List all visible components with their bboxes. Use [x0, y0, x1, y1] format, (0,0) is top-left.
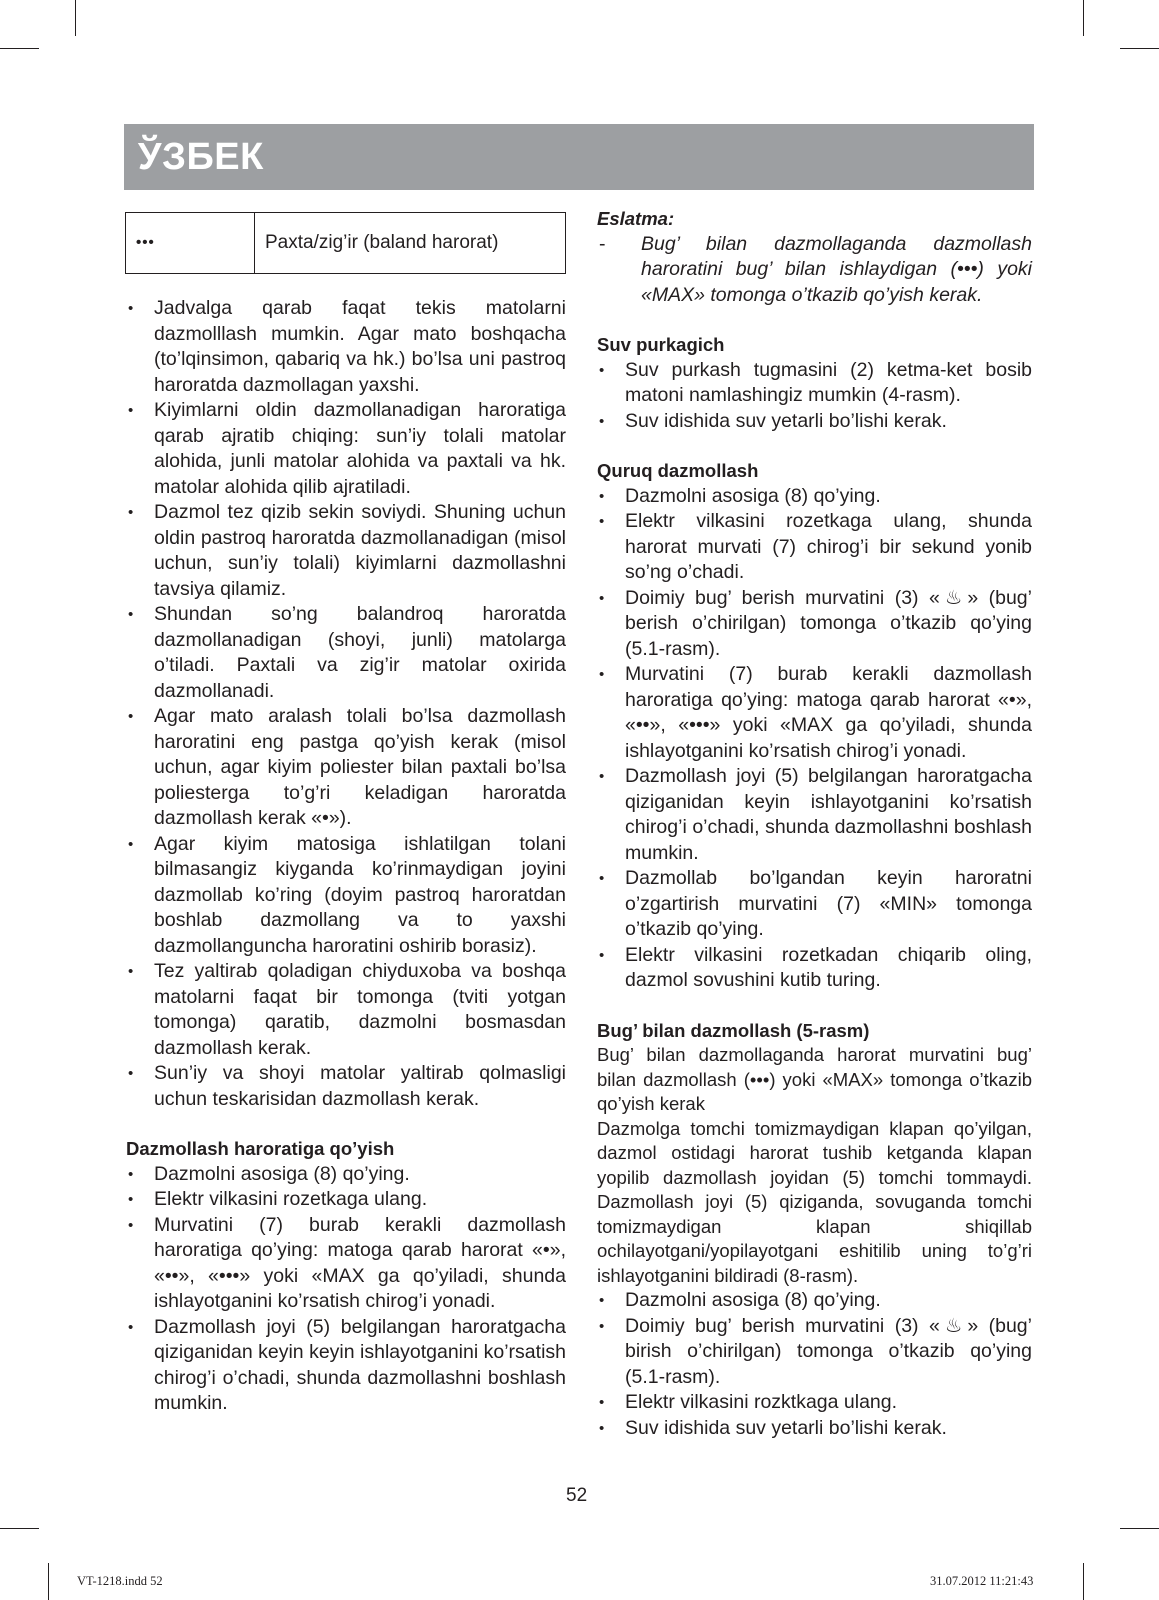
crop-mark [1120, 1528, 1159, 1529]
table-cell-key: ••• [126, 213, 255, 274]
section-heading: Bug’ bilan dazmollash (5-rasm) [597, 1019, 870, 1041]
list-item: • Shundan so’ng balandroq haroratda dazmollanadigan (shoyi, junli) matolarga o’tiladi. Paxtali va zig’ir matolar oxirida dazmollanadi. [126, 602, 566, 704]
page-number: 52 [566, 1485, 588, 1506]
list-item: • Elektr vilkasini rozktkaga ulang. [597, 1390, 1032, 1416]
temperature-setting-list [126, 1162, 566, 1417]
list-item: • Murvatini (7) burab kerakli dazmollash haroratiga qo’ying: matoga qarab harorat «•», «••», «•••» yoki «MAX ga qo’yiladi, shunda ishlayotganini ko’rsatish chirog’i yonadi. [597, 662, 1032, 764]
crop-mark [48, 1563, 49, 1600]
crop-mark [1083, 1563, 1084, 1600]
table-row [126, 213, 566, 274]
steam-ironing-list [597, 1288, 1032, 1441]
note-title: Eslatma: [597, 208, 675, 229]
footer-timestamp: 31.07.2012 11:21:43 [930, 1574, 1034, 1588]
temperature-table [125, 212, 566, 274]
footer-file-info: VT-1218.indd 52 [77, 1574, 163, 1588]
list-item: • Murvatini (7) burab kerakli dazmollash haroratiga qo’ying: matoga qarab harorat «•», «••», «•••» yoki «MAX ga qo’yiladi, shunda ishlayotganini ko’rsatish chirog’i yonadi. [126, 1213, 566, 1315]
list-item: • Suv purkash tugmasini (2) ketma-ket bosib matoni namlashingiz mumkin (4-rasm). [597, 358, 1032, 409]
right-column [597, 206, 1032, 1441]
list-item: • Tez yaltirab qoladigan chiyduxoba va boshqa matolarni faqat bir tomonga (tviti yotgan tomonga) qaratib, dazmolni bosmasdan dazmollash kerak. [126, 959, 566, 1061]
crop-mark [0, 48, 39, 49]
section-banner [124, 124, 1034, 190]
list-item: • Agar mato aralash tolali bo’lsa dazmollash haroratini eng pastga qo’yish kerak (misol uchun, agar kiyim poliester bilan paxtali bo’lsa poliesterga to’g’ri keladigan haroratda dazmollash kerak «•»). [126, 704, 566, 832]
list-item: • Dazmollash joyi (5) belgilangan haroratgacha qiziganidan keyin ishlayotganini ko’rsatish chirog’i o’chadi, shunda dazmollashni boshlash mumkin. [597, 764, 1032, 866]
list-item: • Dazmollash joyi (5) belgilangan haroratgacha qiziganidan keyin keyin ishlayotganini ko’rsatish chirog’i o’chadi, shunda dazmollashni boshlash mumkin. [126, 1315, 566, 1417]
list-item: • Kiyimlarni oldin dazmollanadigan haroratiga qarab ajratib chiqing: sun’iy tolali matolar alohida, junli matolar alohida va paxtali va hk. matolar alohida qilib ajratiladi. [126, 398, 566, 500]
section-heading: Suv purkagich [597, 334, 725, 355]
section-title: ЎЗБЕК [138, 136, 264, 178]
crop-mark [75, 0, 76, 36]
crop-mark [0, 1528, 39, 1529]
list-item: • Agar kiyim matosiga ishlatilgan tolani bilmasangiz kiyganda ko’rinmaydigan joyini dazmollab ko’ring (doyim pastroq haroratdan boshlab dazmollang va to yaxshi dazmollanguncha haroratini oshirib borasiz). [126, 832, 566, 960]
list-item: • Suv idishida suv yetarli bo’lishi kerak. [597, 1416, 1032, 1442]
dry-ironing-list [597, 484, 1032, 994]
list-item: • Doimiy bug’ berish murvatini (3) «♨» (bug’ birish o’chirilgan) tomonga o’tkazib qo’ying (5.1-rasm). [597, 1314, 1032, 1391]
list-item: • Dazmolni asosiga (8) qo’ying. [126, 1162, 566, 1188]
note-dash: - [599, 232, 606, 255]
list-item: • Elektr vilkasini rozetkadan chiqarib oling, dazmol sovushini kutib turing. [597, 943, 1032, 994]
table-cell-value: Paxta/zig’ir (baland harorat) [255, 213, 566, 274]
list-item: • Dazmolni asosiga (8) qo’ying. [597, 484, 1032, 510]
section-heading: Dazmollash haroratiga qo’yish [126, 1138, 395, 1159]
tips-list [126, 296, 566, 1112]
section-heading: Quruq dazmollash [597, 460, 759, 481]
list-item: • Doimiy bug’ berish murvatini (3) «♨» (bug’ berish o’chirilgan) tomonga o’tkazib qo’ying (5.1-rasm). [597, 586, 1032, 663]
crop-mark [1083, 0, 1084, 36]
list-item: • Sun’iy va shoyi matolar yaltirab qolmasligi uchun teskarisidan dazmollash kerak. [126, 1061, 566, 1112]
list-item: • Elektr vilkasini rozetkaga ulang, shunda harorat murvati (7) chirog’i bir sekund yonib so’ng o’chadi. [597, 509, 1032, 586]
note [597, 232, 1032, 309]
list-item: • Jadvalga qarab faqat tekis matolarni dazmolllash mumkin. Agar mato boshqacha (to’lqinsimon, qabariq va hk.) bo’lsa uni pastroq haroratda dazmollagan yaxshi. [126, 296, 566, 398]
left-column [126, 212, 566, 1417]
list-item: • Suv idishida suv yetarli bo’lishi kerak. [597, 409, 1032, 435]
note-text: Bug’ bilan dazmollaganda dazmollash haroratini bug’ bilan ishlaydigan (•••) yoki «MAX» tomonga o’tkazib qo’yish kerak. [641, 232, 1032, 306]
list-item: • Dazmollab bo’lgandan keyin haroratni o’zgartirish murvatini (7) «MIN» tomonga o’tkazib qo’ying. [597, 866, 1032, 943]
list-item: • Dazmol tez qizib sekin soviydi. Shuning uchun oldin pastroq haroratda dazmollanadigan (misol uchun, sun’iy tolali) kiyimlarni dazmollashni tavsiya qilamiz. [126, 500, 566, 602]
spray-list [597, 358, 1032, 435]
paragraph: Dazmolga tomchi tomizmaydigan klapan qo’yilgan, dazmol ostidagi harorat tushib ketganda klapan yopilib dazmollash joyidan (5) tomchi tommaydi. Dazmollash joyi (5) qiziganda, sovuganda tomchi tomizmaydigan klapan shiqillab ochilayotgani/yopilayotgani eshitilib uning to’g’ri ishlayotganini bildiradi (8-rasm). [597, 1117, 1032, 1286]
crop-mark [1120, 48, 1159, 49]
list-item: • Elektr vilkasini rozetkaga ulang. [126, 1187, 566, 1213]
paragraph: Bug’ bilan dazmollaganda harorat murvatini bug’ bilan dazmollash (•••) yoki «MAX» tomonga o’tkazib qo’yish kerak [597, 1044, 1032, 1114]
list-item: • Dazmolni asosiga (8) qo’ying. [597, 1288, 1032, 1314]
